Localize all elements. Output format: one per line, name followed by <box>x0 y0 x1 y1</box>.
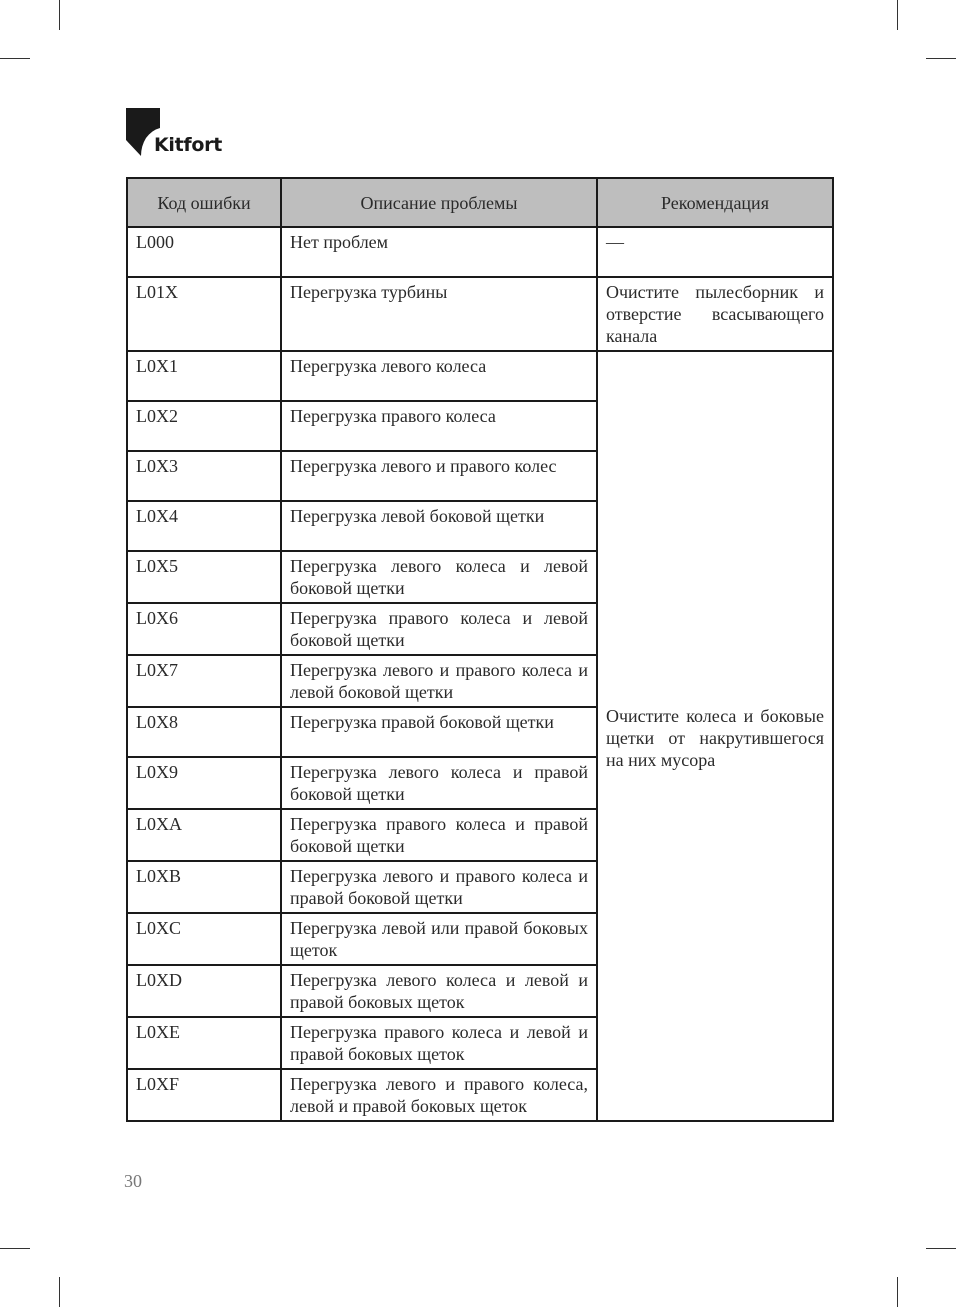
crop-mark <box>926 58 956 59</box>
error-description: Перегрузка левого колеса и левой и правой боковых щеток <box>281 965 597 1017</box>
error-description: Перегрузка правого колеса и левой и правой боковых щеток <box>281 1017 597 1069</box>
table-row <box>127 351 833 401</box>
error-description: Перегрузка левой боковой щетки <box>281 501 597 551</box>
error-code: L0X1 <box>127 351 281 401</box>
error-recommendation: Очистите пылесборник и отверстие всасывающего канала <box>597 277 833 351</box>
error-description: Перегрузка левого и правого колеса, левой и правой боковых щеток <box>281 1069 597 1121</box>
error-code: L0XB <box>127 861 281 913</box>
error-description: Перегрузка правого колеса и левой боковой щетки <box>281 603 597 655</box>
error-recommendation: — <box>597 227 833 277</box>
crop-mark <box>0 1248 30 1249</box>
header-recommendation: Рекомендация <box>597 178 833 227</box>
error-code: L0X5 <box>127 551 281 603</box>
table-row <box>127 277 833 351</box>
error-description: Перегрузка турбины <box>281 277 597 351</box>
error-description: Перегрузка левого и правого колеса и левой боковой щетки <box>281 655 597 707</box>
merged-recommendation: Очистите колеса и боковые щетки от накрутившегося на них мусора <box>597 351 833 1121</box>
error-code: L01X <box>127 277 281 351</box>
brand-name: Kitfort <box>154 134 222 156</box>
error-code: L0X8 <box>127 707 281 757</box>
error-code: L0X2 <box>127 401 281 451</box>
crop-mark <box>926 1248 956 1249</box>
error-code: L0XA <box>127 809 281 861</box>
error-description: Перегрузка правого колеса и правой боковой щетки <box>281 809 597 861</box>
crop-mark <box>897 0 898 30</box>
error-code: L000 <box>127 227 281 277</box>
crop-mark <box>0 58 30 59</box>
crop-mark <box>59 0 60 30</box>
error-description: Перегрузка левой или правой боковых щеток <box>281 913 597 965</box>
error-code: L0X9 <box>127 757 281 809</box>
error-description: Перегрузка правого колеса <box>281 401 597 451</box>
header-description: Описание проблемы <box>281 178 597 227</box>
error-code: L0XE <box>127 1017 281 1069</box>
table-row <box>127 227 833 277</box>
error-description: Перегрузка левого и правого колес <box>281 451 597 501</box>
crop-mark <box>59 1277 60 1307</box>
error-code: L0XC <box>127 913 281 965</box>
error-code: L0X7 <box>127 655 281 707</box>
error-description: Нет проблем <box>281 227 597 277</box>
error-description: Перегрузка левого колеса <box>281 351 597 401</box>
error-code: L0XF <box>127 1069 281 1121</box>
page-number: 30 <box>124 1171 142 1191</box>
error-code: L0X4 <box>127 501 281 551</box>
error-description: Перегрузка правой боковой щетки <box>281 707 597 757</box>
error-description: Перегрузка левого и правого колеса и правой боковой щетки <box>281 861 597 913</box>
error-code: L0X3 <box>127 451 281 501</box>
error-description: Перегрузка левого колеса и левой боковой щетки <box>281 551 597 603</box>
table-header-row <box>127 178 833 227</box>
header-code: Код ошибки <box>127 178 281 227</box>
error-code: L0XD <box>127 965 281 1017</box>
error-code-table <box>126 177 834 1122</box>
error-description: Перегрузка левого колеса и правой боковой щетки <box>281 757 597 809</box>
error-code: L0X6 <box>127 603 281 655</box>
crop-mark <box>897 1277 898 1307</box>
